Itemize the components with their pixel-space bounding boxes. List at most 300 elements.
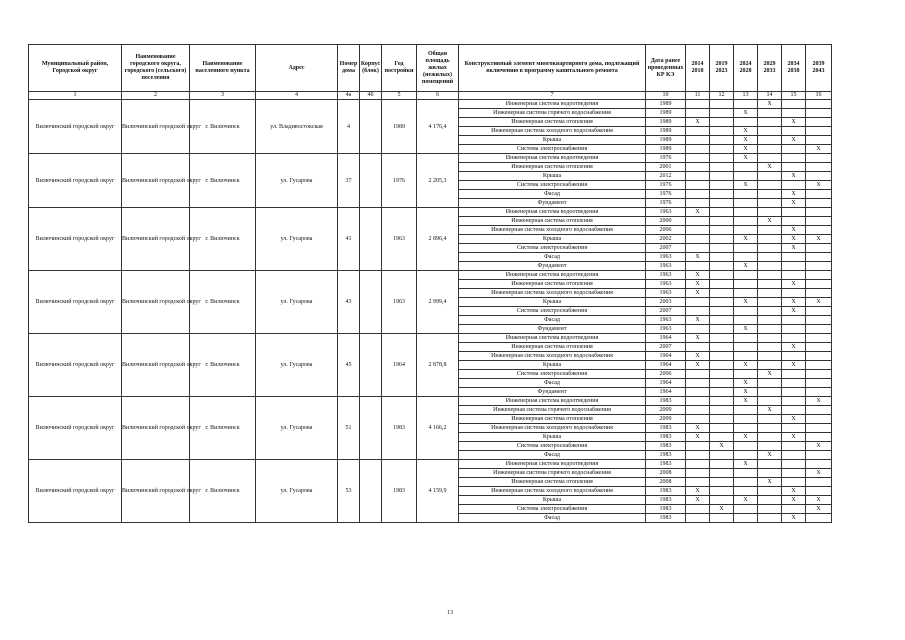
element-name-cell: Система электроснабжения (459, 244, 646, 253)
period-mark-cell (710, 406, 734, 415)
column-number: 3 (190, 92, 256, 100)
period-mark-cell: X (734, 235, 758, 244)
period-mark-cell: X (782, 226, 806, 235)
period-mark-cell: X (686, 334, 710, 343)
period-mark-cell (806, 163, 832, 172)
column-header: Муниципальный район, Городской округ (29, 45, 122, 92)
prior-repair-date-cell: 2008 (646, 478, 686, 487)
period-mark-cell (734, 352, 758, 361)
period-mark-cell (782, 271, 806, 280)
table-row (29, 100, 832, 109)
period-mark-cell (686, 127, 710, 136)
column-number: 4б (360, 92, 382, 100)
period-mark-cell: X (758, 478, 782, 487)
element-name-cell: Фундамент (459, 325, 646, 334)
period-mark-cell (806, 280, 832, 289)
period-mark-cell: X (686, 289, 710, 298)
period-mark-cell: X (734, 325, 758, 334)
period-mark-cell (758, 397, 782, 406)
table-row (29, 397, 832, 406)
period-mark-cell (734, 199, 758, 208)
column-header: 2019 2023 (710, 45, 734, 92)
period-mark-cell (686, 226, 710, 235)
column-number: 2 (122, 92, 190, 100)
period-mark-cell (806, 262, 832, 271)
element-name-cell: Инженерная система холодного водоснабжения (459, 487, 646, 496)
period-mark-cell (710, 496, 734, 505)
period-mark-cell (758, 280, 782, 289)
period-mark-cell: X (806, 505, 832, 514)
period-mark-cell (758, 244, 782, 253)
period-mark-cell (758, 514, 782, 523)
period-mark-cell (806, 379, 832, 388)
period-mark-cell (782, 181, 806, 190)
period-mark-cell: X (686, 208, 710, 217)
period-mark-cell (782, 370, 806, 379)
block-cell (360, 100, 382, 154)
column-header: Номер дома (338, 45, 360, 92)
period-mark-cell (758, 334, 782, 343)
area-cell: 4 166,2 (417, 397, 459, 460)
period-mark-cell (734, 190, 758, 199)
period-mark-cell: X (806, 442, 832, 451)
element-name-cell: Инженерная система водоотведения (459, 334, 646, 343)
prior-repair-date-cell: 1983 (646, 433, 686, 442)
element-name-cell: Инженерная система водоотведения (459, 100, 646, 109)
period-mark-cell (734, 316, 758, 325)
prior-repair-date-cell: 1963 (646, 325, 686, 334)
period-mark-cell (710, 118, 734, 127)
period-mark-cell (758, 415, 782, 424)
period-mark-cell: X (734, 181, 758, 190)
block-cell (360, 460, 382, 523)
build-year-cell: 1983 (382, 460, 417, 523)
period-mark-cell (686, 406, 710, 415)
period-mark-cell: X (758, 100, 782, 109)
period-mark-cell (686, 217, 710, 226)
prior-repair-date-cell: 1989 (646, 145, 686, 154)
prior-repair-date-cell: 1989 (646, 136, 686, 145)
period-mark-cell (758, 235, 782, 244)
period-mark-cell (806, 217, 832, 226)
period-mark-cell (710, 172, 734, 181)
period-mark-cell: X (686, 352, 710, 361)
period-mark-cell (734, 253, 758, 262)
settlement-cell: Вилючинский городской округ (122, 460, 190, 523)
element-name-cell: Фасад (459, 253, 646, 262)
settlement-cell: Вилючинский городской округ (122, 334, 190, 397)
period-mark-cell (734, 118, 758, 127)
period-mark-cell (686, 262, 710, 271)
column-number: 1 (29, 92, 122, 100)
period-mark-cell (806, 370, 832, 379)
period-mark-cell (782, 334, 806, 343)
period-mark-cell (710, 397, 734, 406)
capital-repair-table (28, 44, 832, 523)
period-mark-cell (686, 325, 710, 334)
prior-repair-date-cell: 1976 (646, 190, 686, 199)
period-mark-cell (782, 253, 806, 262)
period-mark-cell (758, 298, 782, 307)
prior-repair-date-cell: 1983 (646, 496, 686, 505)
period-mark-cell (806, 226, 832, 235)
period-mark-cell (710, 235, 734, 244)
period-mark-cell: X (734, 145, 758, 154)
prior-repair-date-cell: 2007 (646, 307, 686, 316)
prior-repair-date-cell: 1963 (646, 208, 686, 217)
period-mark-cell (806, 451, 832, 460)
period-mark-cell (782, 352, 806, 361)
period-mark-cell (758, 208, 782, 217)
element-name-cell: Инженерная система отопления (459, 280, 646, 289)
period-mark-cell (782, 154, 806, 163)
period-mark-cell (710, 253, 734, 262)
period-mark-cell: X (734, 379, 758, 388)
period-mark-cell: X (734, 109, 758, 118)
period-mark-cell (710, 100, 734, 109)
period-mark-cell (758, 325, 782, 334)
period-mark-cell (758, 253, 782, 262)
element-name-cell: Фундамент (459, 388, 646, 397)
period-mark-cell (806, 388, 832, 397)
period-mark-cell (806, 127, 832, 136)
prior-repair-date-cell: 1964 (646, 352, 686, 361)
period-mark-cell (686, 469, 710, 478)
element-name-cell: Инженерная система водоотведения (459, 460, 646, 469)
column-number: 4а (338, 92, 360, 100)
period-mark-cell (686, 154, 710, 163)
period-mark-cell (782, 325, 806, 334)
prior-repair-date-cell: 1964 (646, 334, 686, 343)
period-mark-cell: X (734, 262, 758, 271)
period-mark-cell (758, 226, 782, 235)
prior-repair-date-cell: 1983 (646, 424, 686, 433)
column-header: Адрес (256, 45, 338, 92)
period-mark-cell: X (806, 496, 832, 505)
period-mark-cell (710, 145, 734, 154)
period-mark-cell (758, 145, 782, 154)
period-mark-cell (782, 145, 806, 154)
period-mark-cell (734, 424, 758, 433)
period-mark-cell (782, 478, 806, 487)
column-header: Наименование населенного пункта (190, 45, 256, 92)
column-number: 10 (646, 92, 686, 100)
period-mark-cell (806, 478, 832, 487)
period-mark-cell (734, 415, 758, 424)
district-cell: Вилючинский городской округ (29, 208, 122, 271)
locality-cell: г. Вилючинск (190, 334, 256, 397)
period-mark-cell: X (782, 136, 806, 145)
period-mark-cell (710, 208, 734, 217)
period-mark-cell (782, 469, 806, 478)
column-number: 6 (417, 92, 459, 100)
page-number: 13 (447, 610, 453, 616)
period-mark-cell (710, 271, 734, 280)
period-mark-cell (734, 343, 758, 352)
locality-cell: г. Вилючинск (190, 100, 256, 154)
column-number: 14 (758, 92, 782, 100)
period-mark-cell (758, 388, 782, 397)
period-mark-cell (758, 469, 782, 478)
column-header: 2024 2028 (734, 45, 758, 92)
period-mark-cell (686, 415, 710, 424)
prior-repair-date-cell: 1983 (646, 505, 686, 514)
locality-cell: г. Вилючинск (190, 271, 256, 334)
header-row (29, 45, 832, 92)
period-mark-cell (806, 460, 832, 469)
column-number: 12 (710, 92, 734, 100)
period-mark-cell (782, 406, 806, 415)
period-mark-cell (782, 127, 806, 136)
district-cell: Вилючинский городской округ (29, 271, 122, 334)
period-mark-cell (758, 199, 782, 208)
period-mark-cell (710, 379, 734, 388)
column-number: 4 (256, 92, 338, 100)
period-mark-cell: X (782, 118, 806, 127)
period-mark-cell (758, 190, 782, 199)
period-mark-cell (710, 316, 734, 325)
table-row (29, 460, 832, 469)
element-name-cell: Крыша (459, 136, 646, 145)
period-mark-cell (758, 460, 782, 469)
period-mark-cell (758, 172, 782, 181)
prior-repair-date-cell: 1983 (646, 514, 686, 523)
element-name-cell: Крыша (459, 298, 646, 307)
period-mark-cell (686, 307, 710, 316)
element-name-cell: Система электроснабжения (459, 307, 646, 316)
locality-cell: г. Вилючинск (190, 460, 256, 523)
table-row (29, 154, 832, 163)
period-mark-cell (710, 343, 734, 352)
period-mark-cell (782, 379, 806, 388)
period-mark-cell (686, 298, 710, 307)
prior-repair-date-cell: 2000 (646, 217, 686, 226)
period-mark-cell: X (782, 235, 806, 244)
period-mark-cell (710, 136, 734, 145)
period-mark-cell: X (686, 496, 710, 505)
period-mark-cell: X (734, 460, 758, 469)
period-mark-cell (710, 163, 734, 172)
period-mark-cell: X (782, 199, 806, 208)
element-name-cell: Фасад (459, 514, 646, 523)
period-mark-cell: X (686, 361, 710, 370)
period-mark-cell (782, 109, 806, 118)
column-header: Дата ранее проведенных КР КЭ (646, 45, 686, 92)
street-cell: ул. Гусарова (256, 154, 338, 208)
prior-repair-date-cell: 2007 (646, 244, 686, 253)
period-mark-cell: X (782, 280, 806, 289)
build-year-cell: 1963 (382, 271, 417, 334)
element-name-cell: Инженерная система водоотведения (459, 271, 646, 280)
period-mark-cell (806, 118, 832, 127)
period-mark-cell (782, 451, 806, 460)
period-mark-cell (710, 199, 734, 208)
period-mark-cell (710, 370, 734, 379)
period-mark-cell: X (806, 469, 832, 478)
period-mark-cell (758, 424, 782, 433)
block-cell (360, 334, 382, 397)
period-mark-cell: X (758, 163, 782, 172)
period-mark-cell: X (734, 154, 758, 163)
prior-repair-date-cell: 2001 (646, 163, 686, 172)
period-mark-cell (686, 145, 710, 154)
period-mark-cell (686, 100, 710, 109)
period-mark-cell (710, 127, 734, 136)
period-mark-cell: X (806, 181, 832, 190)
prior-repair-date-cell: 2003 (646, 298, 686, 307)
element-name-cell: Крыша (459, 235, 646, 244)
block-cell (360, 397, 382, 460)
prior-repair-date-cell: 1983 (646, 460, 686, 469)
period-mark-cell (734, 100, 758, 109)
element-name-cell: Фундамент (459, 262, 646, 271)
period-mark-cell (734, 163, 758, 172)
element-name-cell: Инженерная система холодного водоснабжения (459, 127, 646, 136)
period-mark-cell (710, 280, 734, 289)
element-name-cell: Инженерная система холодного водоснабжения (459, 352, 646, 361)
period-mark-cell (710, 388, 734, 397)
prior-repair-date-cell: 1963 (646, 289, 686, 298)
period-mark-cell (758, 154, 782, 163)
block-cell (360, 154, 382, 208)
element-name-cell: Инженерная система отопления (459, 217, 646, 226)
area-cell: 2 896,4 (417, 208, 459, 271)
element-name-cell: Фасад (459, 190, 646, 199)
period-mark-cell (686, 478, 710, 487)
column-number: 16 (806, 92, 832, 100)
prior-repair-date-cell: 1976 (646, 181, 686, 190)
period-mark-cell (806, 208, 832, 217)
period-mark-cell (758, 316, 782, 325)
period-mark-cell (686, 505, 710, 514)
prior-repair-date-cell: 2009 (646, 415, 686, 424)
prior-repair-date-cell: 1963 (646, 316, 686, 325)
period-mark-cell (686, 442, 710, 451)
period-mark-cell (806, 289, 832, 298)
column-header: 2039 2043 (806, 45, 832, 92)
period-mark-cell (686, 109, 710, 118)
column-number-row (29, 92, 832, 100)
district-cell: Вилючинский городской округ (29, 397, 122, 460)
period-mark-cell: X (782, 343, 806, 352)
street-cell: ул. Гусарова (256, 334, 338, 397)
period-mark-cell: X (734, 397, 758, 406)
period-mark-cell (734, 271, 758, 280)
period-mark-cell (734, 280, 758, 289)
period-mark-cell (806, 109, 832, 118)
period-mark-cell (734, 505, 758, 514)
period-mark-cell: X (782, 433, 806, 442)
period-mark-cell (782, 397, 806, 406)
period-mark-cell (710, 307, 734, 316)
period-mark-cell (758, 136, 782, 145)
period-mark-cell: X (782, 244, 806, 253)
prior-repair-date-cell: 1963 (646, 253, 686, 262)
period-mark-cell (806, 352, 832, 361)
prior-repair-date-cell: 1983 (646, 442, 686, 451)
element-name-cell: Фундамент (459, 199, 646, 208)
period-mark-cell: X (782, 514, 806, 523)
period-mark-cell (782, 289, 806, 298)
period-mark-cell (710, 244, 734, 253)
period-mark-cell (782, 163, 806, 172)
period-mark-cell (686, 370, 710, 379)
period-mark-cell (710, 217, 734, 226)
prior-repair-date-cell: 1963 (646, 280, 686, 289)
period-mark-cell (806, 433, 832, 442)
element-name-cell: Крыша (459, 361, 646, 370)
period-mark-cell (734, 217, 758, 226)
period-mark-cell (686, 199, 710, 208)
period-mark-cell (758, 379, 782, 388)
period-mark-cell (806, 253, 832, 262)
house-number-cell: 53 (338, 460, 360, 523)
period-mark-cell (710, 361, 734, 370)
period-mark-cell (758, 442, 782, 451)
element-name-cell: Крыша (459, 496, 646, 505)
period-mark-cell (806, 334, 832, 343)
period-mark-cell: X (758, 217, 782, 226)
element-name-cell: Фасад (459, 451, 646, 460)
period-mark-cell (686, 190, 710, 199)
column-number: 15 (782, 92, 806, 100)
element-name-cell: Фасад (459, 316, 646, 325)
period-mark-cell (734, 451, 758, 460)
period-mark-cell (806, 199, 832, 208)
period-mark-cell (686, 136, 710, 145)
period-mark-cell (734, 208, 758, 217)
house-number-cell: 51 (338, 397, 360, 460)
period-mark-cell (686, 244, 710, 253)
district-cell: Вилючинский городской округ (29, 100, 122, 154)
prior-repair-date-cell: 1963 (646, 262, 686, 271)
build-year-cell: 1983 (382, 397, 417, 460)
period-mark-cell (758, 262, 782, 271)
period-mark-cell (734, 406, 758, 415)
element-name-cell: Фасад (459, 379, 646, 388)
element-name-cell: Инженерная система холодного водоснабжения (459, 424, 646, 433)
district-cell: Вилючинский городской округ (29, 460, 122, 523)
element-name-cell: Инженерная система водоотведения (459, 208, 646, 217)
build-year-cell: 1976 (382, 154, 417, 208)
prior-repair-date-cell: 2002 (646, 235, 686, 244)
street-cell: ул. Владивостокская (256, 100, 338, 154)
period-mark-cell: X (782, 487, 806, 496)
district-cell: Вилючинский городской округ (29, 334, 122, 397)
period-mark-cell: X (806, 397, 832, 406)
period-mark-cell: X (758, 370, 782, 379)
period-mark-cell (710, 433, 734, 442)
period-mark-cell (806, 190, 832, 199)
period-mark-cell (806, 244, 832, 253)
column-header: Год постройки (382, 45, 417, 92)
element-name-cell: Крыша (459, 172, 646, 181)
period-mark-cell (710, 487, 734, 496)
period-mark-cell (710, 469, 734, 478)
period-mark-cell (734, 514, 758, 523)
period-mark-cell (734, 172, 758, 181)
period-mark-cell: X (734, 496, 758, 505)
district-cell: Вилючинский городской округ (29, 154, 122, 208)
period-mark-cell: X (734, 361, 758, 370)
period-mark-cell (806, 415, 832, 424)
period-mark-cell (710, 352, 734, 361)
period-mark-cell (806, 100, 832, 109)
period-mark-cell (806, 325, 832, 334)
element-name-cell: Инженерная система отопления (459, 163, 646, 172)
period-mark-cell: X (710, 442, 734, 451)
period-mark-cell (710, 298, 734, 307)
